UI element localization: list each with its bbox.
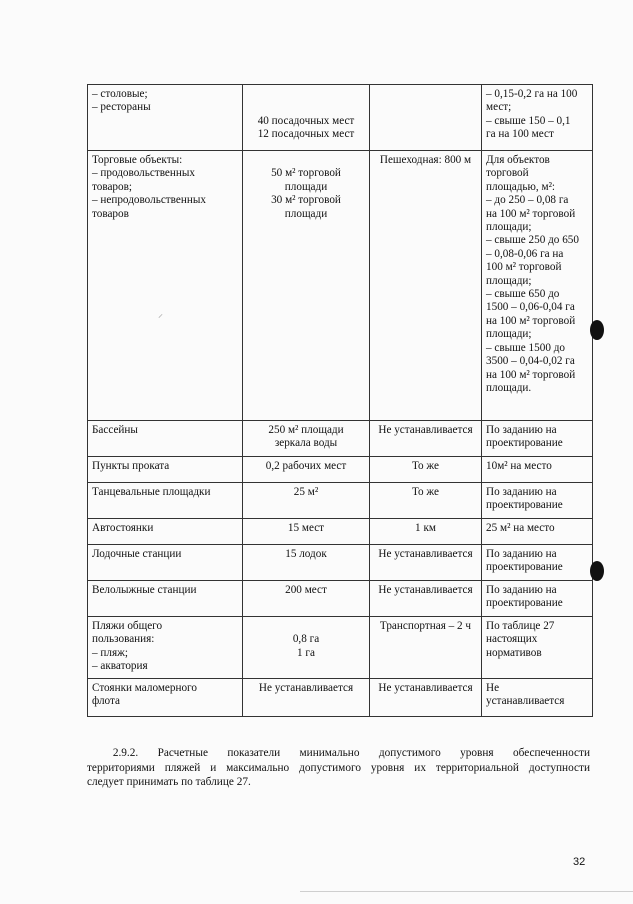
cell-line xyxy=(247,101,365,114)
cell-line: проектирование xyxy=(486,597,563,610)
table-cell-col3 xyxy=(370,457,482,483)
cell-line: 10м² на место xyxy=(486,460,552,472)
table-row xyxy=(88,457,593,483)
table-row xyxy=(88,545,593,581)
cell-line: – 0,08-0,06 га на xyxy=(486,247,564,260)
cell-line: 12 посадочных мест xyxy=(257,128,355,141)
cell-line: – до 250 – 0,08 га xyxy=(486,194,569,207)
table-cell-col3 xyxy=(370,151,482,421)
cell-line: 25 м² xyxy=(293,486,319,498)
cell-line: 1 га xyxy=(297,646,315,659)
table-cell-col4 xyxy=(482,617,593,679)
table-cell-col4 xyxy=(482,519,593,545)
cell-line: – непродовольственных xyxy=(92,194,206,207)
table-cell-col3 xyxy=(370,483,482,519)
table-cell-col2 xyxy=(243,421,370,457)
norms-table-body xyxy=(88,85,593,717)
table-cell-col1 xyxy=(88,151,243,421)
cell-line: площади; xyxy=(486,274,532,287)
cell-line: 0,2 рабочих мест xyxy=(265,460,347,472)
table-cell-col2 xyxy=(243,151,370,421)
cell-line: – рестораны xyxy=(92,101,151,114)
cell-line: площадью, м²: xyxy=(486,180,556,193)
cell-line: площади xyxy=(284,180,328,193)
cell-line: Не устанавливается xyxy=(378,548,473,560)
cell-line: По заданию на xyxy=(486,486,557,498)
cell-line: 0,8 га xyxy=(292,633,320,646)
cell-line: настоящих xyxy=(486,633,538,646)
table-cell-col1 xyxy=(88,679,243,717)
cell-line: 15 лодок xyxy=(285,548,327,560)
cell-line xyxy=(247,154,365,167)
cell-line: Стоянки маломерного xyxy=(92,682,197,694)
table-cell-col4 xyxy=(482,85,593,151)
table-cell-col4 xyxy=(482,581,593,617)
cell-line: По заданию на xyxy=(486,548,557,560)
table-cell-col3 xyxy=(370,85,482,151)
cell-line: устанавливается xyxy=(486,695,565,708)
table-cell-col1 xyxy=(88,483,243,519)
table-cell-col3 xyxy=(370,679,482,717)
cell-line: По заданию на xyxy=(486,424,557,436)
table-row xyxy=(88,679,593,717)
cell-line: 30 м² торговой xyxy=(271,194,341,207)
table-cell-col2 xyxy=(243,679,370,717)
table-cell-col2 xyxy=(243,617,370,679)
table-cell-col4 xyxy=(482,545,593,581)
table-cell-col1 xyxy=(88,617,243,679)
norms-table xyxy=(87,84,593,717)
table-row xyxy=(88,151,593,421)
cell-line: на 100 м² торговой xyxy=(486,368,576,381)
table-cell-col3 xyxy=(370,421,482,457)
cell-line: 25 м² на место xyxy=(486,522,555,534)
cell-line: – свыше 650 до xyxy=(486,288,560,301)
table-cell-col1 xyxy=(88,85,243,151)
cell-line: – свыше 250 до 650 xyxy=(486,234,579,247)
cell-line: Транспортная – 2 ч xyxy=(379,620,472,632)
cell-line: проектирование xyxy=(486,561,563,574)
paragraph-2-9-2 xyxy=(87,746,590,790)
table-cell-col1 xyxy=(88,519,243,545)
cell-line: зеркала воды xyxy=(274,437,338,450)
cell-line: – акватория xyxy=(92,660,148,673)
scan-edge-line xyxy=(300,891,633,892)
cell-line: флота xyxy=(92,695,120,708)
cell-line: 1500 – 0,06-0,04 га xyxy=(486,301,575,314)
cell-line: площади; xyxy=(486,328,532,341)
scan-speck: ⸝ xyxy=(158,309,163,320)
cell-line: По таблице 27 xyxy=(486,620,555,632)
cell-line: Пляжи общего xyxy=(92,620,163,632)
page-number: 32 xyxy=(573,856,586,868)
cell-line: – свыше 150 – 0,1 xyxy=(486,114,571,127)
paragraph-line: 2.9.2. Расчетные показатели минимально допустимого уровня обеспеченности xyxy=(87,747,590,759)
table-row xyxy=(88,483,593,519)
table-row xyxy=(88,85,593,151)
cell-line: – 0,15-0,2 га на 100 xyxy=(486,88,578,100)
cell-line: 100 м² торговой xyxy=(486,261,562,274)
table-cell-col4 xyxy=(482,679,593,717)
cell-line: Бассейны xyxy=(92,424,138,436)
cell-line: Не xyxy=(486,682,500,694)
cell-line: Не устанавливается xyxy=(378,424,473,436)
cell-line: Пункты проката xyxy=(92,460,170,472)
cell-line: нормативов xyxy=(486,646,542,659)
cell-line: торговой xyxy=(486,167,529,180)
table-cell-col3 xyxy=(370,617,482,679)
table-cell-col2 xyxy=(243,483,370,519)
cell-line: 3500 – 0,04-0,02 га xyxy=(486,355,575,368)
cell-line: Не устанавливается xyxy=(378,682,473,694)
table-cell-col1 xyxy=(88,545,243,581)
cell-line: га на 100 мест xyxy=(486,128,554,141)
cell-line: Танцевальные площадки xyxy=(92,486,211,498)
cell-line: 15 мест xyxy=(287,522,325,534)
cell-line: на 100 м² торговой xyxy=(486,207,576,220)
paragraph-line: следует принимать по таблице 27. xyxy=(87,776,251,789)
cell-line: проектирование xyxy=(486,437,563,450)
table-cell-col1 xyxy=(88,581,243,617)
table-row xyxy=(88,421,593,457)
table-row xyxy=(88,519,593,545)
cell-line: мест; xyxy=(486,101,512,114)
table-cell-col4 xyxy=(482,483,593,519)
cell-line: По заданию на xyxy=(486,584,557,596)
cell-line: на 100 м² торговой xyxy=(486,314,576,327)
table-cell-col4 xyxy=(482,457,593,483)
cell-line: – продовольственных xyxy=(92,167,195,180)
cell-line xyxy=(247,88,365,101)
cell-line: площади. xyxy=(486,381,532,394)
cell-line: товаров; xyxy=(92,180,133,193)
table-row xyxy=(88,617,593,679)
cell-line: Велолыжные станции xyxy=(92,584,197,596)
cell-line: 250 м² площади xyxy=(268,424,344,436)
cell-line: То же xyxy=(412,486,439,498)
cell-line: Не устанавливается xyxy=(258,682,354,694)
cell-line: 50 м² торговой xyxy=(271,167,341,180)
scan-hole-mark xyxy=(590,320,604,340)
table-cell-col1 xyxy=(88,457,243,483)
cell-line: товаров xyxy=(92,207,129,220)
cell-line: – свыше 1500 до xyxy=(486,341,565,354)
table-cell-col2 xyxy=(243,519,370,545)
cell-line: То же xyxy=(412,460,439,472)
table-cell-col4 xyxy=(482,421,593,457)
table-cell-col3 xyxy=(370,581,482,617)
cell-line: Лодочные станции xyxy=(92,548,182,560)
cell-line: площади; xyxy=(486,221,532,234)
cell-line: Торговые объекты: xyxy=(92,154,183,166)
cell-line: Пешеходная: 800 м xyxy=(379,154,472,166)
table-cell-col2 xyxy=(243,545,370,581)
table-row xyxy=(88,581,593,617)
table-cell-col2 xyxy=(243,581,370,617)
cell-line: – столовые; xyxy=(92,88,148,100)
cell-line: Автостоянки xyxy=(92,522,154,534)
table-cell-col2 xyxy=(243,85,370,151)
table-cell-col2 xyxy=(243,457,370,483)
cell-line: 200 мест xyxy=(285,584,327,596)
cell-line: 1 км xyxy=(415,522,436,534)
table-cell-col3 xyxy=(370,545,482,581)
cell-line: Для объектов xyxy=(486,154,550,166)
cell-line: пользования: xyxy=(92,633,155,646)
cell-line: 40 посадочных мест xyxy=(257,114,355,127)
table-cell-col3 xyxy=(370,519,482,545)
cell-line: – пляж; xyxy=(92,646,128,659)
cell-line: Не устанавливается xyxy=(378,584,473,596)
cell-line xyxy=(247,620,365,633)
table-cell-col1 xyxy=(88,421,243,457)
cell-line: площади xyxy=(284,207,328,220)
table-cell-col4 xyxy=(482,151,593,421)
scan-hole-mark xyxy=(590,561,604,581)
cell-line: проектирование xyxy=(486,499,563,512)
paragraph-line: территориями пляжей и максимально допустимого уровня их территориальной доступности xyxy=(87,761,590,774)
cell-line xyxy=(374,88,477,101)
